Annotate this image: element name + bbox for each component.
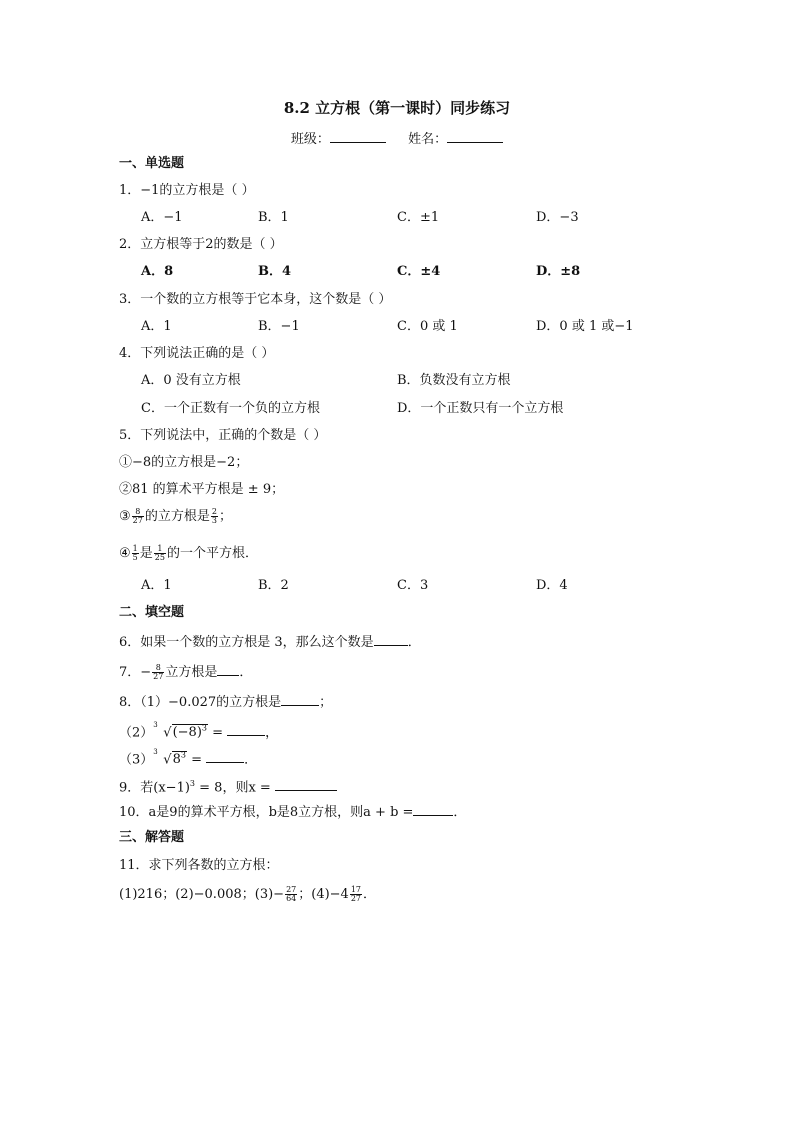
answer-blank[interactable] <box>374 632 408 646</box>
q4-option-d[interactable]: D．一个正数只有一个立方根 <box>397 401 564 416</box>
question-end: ； <box>319 695 333 710</box>
class-label: 班级： <box>290 132 330 147</box>
numerator: 1 <box>154 545 166 554</box>
q5-statement-1: ①−8的立方根是−2； <box>119 455 249 470</box>
root-index: 3 <box>153 721 158 729</box>
question-end: ． <box>244 752 258 768</box>
question-text: 6．如果一个数的立方根是 3，那么这个数是 <box>119 635 374 650</box>
statement-marker: ③ <box>119 509 131 524</box>
q3-option-b[interactable]: B．−1 <box>258 319 300 334</box>
denominator: 27 <box>132 516 143 525</box>
answer-blank[interactable] <box>227 722 265 736</box>
q5-option-c[interactable]: C．3 <box>397 578 429 593</box>
exponent: 3 <box>189 779 196 788</box>
fraction <box>132 545 139 562</box>
denominator: 25 <box>154 553 165 562</box>
fraction <box>285 886 297 903</box>
statement-end: ； <box>218 509 232 524</box>
class-blank[interactable] <box>330 129 386 143</box>
question-4-stem: 4．下列说法正确的是（ ） <box>119 346 275 361</box>
question-end: ． <box>407 635 421 650</box>
question-text: 7．− <box>119 665 152 680</box>
statement-text: 是 <box>139 546 153 561</box>
statement-marker: ④ <box>119 546 131 561</box>
question-7 <box>119 662 252 682</box>
question-text: 立方根是 <box>165 665 218 680</box>
denominator: 3 <box>211 516 217 525</box>
question-6 <box>119 632 421 652</box>
question-11-stem: 11．求下列各数的立方根： <box>119 858 279 873</box>
q5-option-a[interactable]: A．1 <box>141 578 172 593</box>
denominator: 5 <box>132 553 138 562</box>
question-9 <box>119 775 337 797</box>
numerator: 27 <box>286 885 297 894</box>
question-8-part-3 <box>119 747 257 769</box>
question-end: ． <box>453 805 467 820</box>
statement-text: 的立方根是 <box>144 509 210 524</box>
question-text: (1)216；(2)−0.008；(3)− <box>119 887 285 902</box>
statement-end: 的一个平方根． <box>166 546 258 561</box>
cube-root: 3 $√8^3$ <box>153 747 187 769</box>
q3-option-c[interactable]: C．0 或 1 <box>397 319 458 334</box>
q5-statement-2: ②81 的算术平方根是 ± 9； <box>119 482 285 497</box>
section-heading-single-choice: 一、单选题 <box>119 156 185 171</box>
question-3-stem: 3．一个数的立方根等于它本身，这个数是（ ） <box>119 292 392 307</box>
section-heading-fill-blank: 二、填空题 <box>119 605 185 620</box>
question-text: ；(4)−4 <box>298 887 349 902</box>
fraction <box>211 508 218 525</box>
page-title: 8.2 立方根（第一课时）同步练习 <box>283 99 511 117</box>
radicand: (−8) <box>172 725 202 741</box>
q3-option-a[interactable]: A．1 <box>141 319 172 334</box>
student-info <box>0 128 794 147</box>
fraction <box>350 886 362 903</box>
denominator: 64 <box>286 894 297 903</box>
name-label: 姓名： <box>408 132 448 147</box>
answer-blank[interactable] <box>281 692 319 706</box>
radicand: 8 <box>172 752 181 768</box>
q5-statement-3 <box>119 508 232 526</box>
name-blank[interactable] <box>447 129 503 143</box>
question-2-stem: 2．立方根等于2的数是（ ） <box>119 237 283 252</box>
fraction <box>152 664 164 681</box>
exponent: 3 <box>180 751 186 760</box>
answer-blank[interactable] <box>275 777 337 791</box>
question-end: ， <box>265 725 279 741</box>
q5-option-b[interactable]: B．2 <box>258 578 289 593</box>
q2-option-c[interactable]: C．±4 <box>397 264 441 279</box>
q1-option-a[interactable]: A．−1 <box>141 210 183 225</box>
q1-option-c[interactable]: C．±1 <box>397 210 440 225</box>
question-8-part-2 <box>119 720 278 742</box>
denominator: 27 <box>153 672 164 681</box>
denominator: 27 <box>350 894 362 903</box>
numerator: 8 <box>152 664 164 673</box>
q2-option-d[interactable]: D．±8 <box>536 264 581 279</box>
question-8-part-1 <box>119 692 332 712</box>
question-text: 9．若(x−1) <box>119 780 190 796</box>
question-10 <box>119 802 466 822</box>
q3-option-d[interactable]: D．0 或 1 或−1 <box>536 319 634 334</box>
q1-option-b[interactable]: B．1 <box>258 210 289 225</box>
question-11-parts <box>119 886 376 904</box>
equals-sign: = <box>207 725 228 741</box>
q4-option-c[interactable]: C．一个正数有一个负的立方根 <box>141 401 320 416</box>
question-5-stem: 5．下列说法中，正确的个数是（ ） <box>119 428 327 443</box>
q1-option-d[interactable]: D．−3 <box>536 210 579 225</box>
numerator: 2 <box>211 507 217 516</box>
numerator: 8 <box>132 508 144 517</box>
question-end: ． <box>239 665 253 680</box>
equals-sign: = <box>186 752 207 768</box>
q5-statement-4 <box>119 545 258 563</box>
answer-blank[interactable] <box>206 749 244 763</box>
fraction <box>154 545 166 562</box>
question-text: 8．（1）−0.027的立方根是 <box>119 695 282 710</box>
question-text: 10．a是9的算术平方根，b是8立方根，则a + b = <box>119 805 414 820</box>
part-label: （2） <box>119 725 154 741</box>
numerator: 17 <box>350 885 362 894</box>
answer-blank[interactable] <box>217 662 239 676</box>
question-1-stem: 1．−1的立方根是（ ） <box>119 183 255 198</box>
root-index: 3 <box>153 748 158 756</box>
part-label: （3） <box>119 752 154 768</box>
answer-blank[interactable] <box>413 802 453 816</box>
question-end: ． <box>363 887 377 902</box>
numerator: 1 <box>132 544 138 553</box>
q4-option-a[interactable]: A．0 没有立方根 <box>141 373 241 388</box>
q2-option-a[interactable]: A．8 <box>141 264 174 279</box>
q5-option-d[interactable]: D．4 <box>536 578 568 593</box>
exponent: 3 <box>201 724 207 733</box>
q4-option-b[interactable]: B．负数没有立方根 <box>397 373 511 388</box>
cube-root: 3 $√(-8)^3$ <box>153 720 208 742</box>
question-text: = 8，则x = <box>195 780 275 796</box>
fraction <box>132 508 144 525</box>
section-heading-solve: 三、解答题 <box>119 830 185 845</box>
q2-option-b[interactable]: B．4 <box>258 264 292 279</box>
